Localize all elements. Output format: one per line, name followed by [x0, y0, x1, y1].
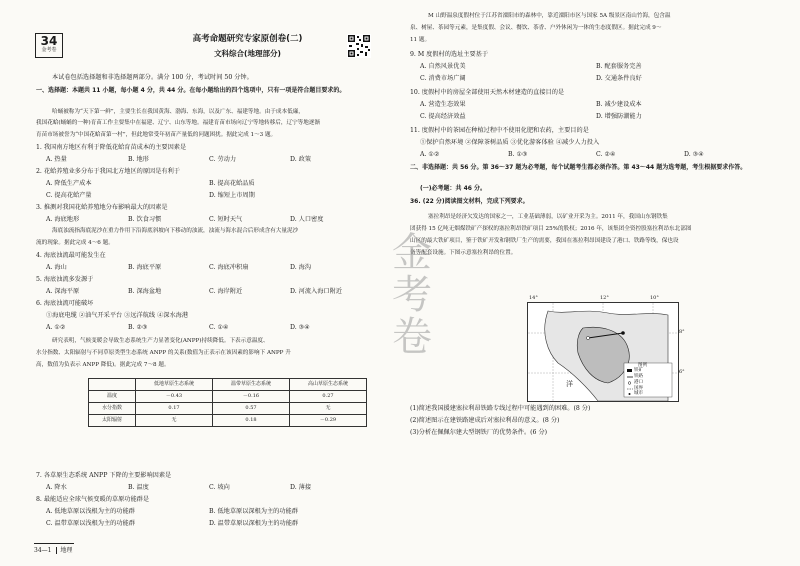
- option: A. ①②: [420, 151, 440, 158]
- option: B. 海底平原: [128, 264, 162, 271]
- option: C. 短时天气: [209, 216, 243, 223]
- option: B. 减少建设成本: [596, 101, 642, 108]
- option: D. 河流入海口附近: [290, 288, 342, 295]
- footer: [34, 548, 72, 554]
- footer-subject: 地理: [56, 547, 72, 554]
- map-legend-title: 图例: [638, 363, 647, 368]
- passage1-line: 我国花蛤(蛹蛹的一种)育苗工作主要集中在福建、辽宁、山东等地。福建育苗市场向辽宁等地转移后，辽宁等地逐渐: [36, 120, 321, 126]
- table-header-cell: [89, 379, 136, 391]
- passage1-line: 哈蛹被称为“天下第一鲜”，主要生长在我国黄海、渤海、东海，以及广东、福建等地。由于成本低廉，: [52, 109, 304, 115]
- option: D. 缩短上市周期: [209, 192, 255, 199]
- map-legend-item: 港口: [634, 380, 643, 385]
- question-stem: 6. 海底浊流可能破坏: [36, 300, 94, 307]
- option: D. 薄接: [290, 484, 312, 491]
- map-lon-label: 10°: [650, 295, 659, 301]
- option: B. 地形: [128, 156, 149, 163]
- option: A. 自然风景优美: [420, 63, 466, 70]
- option: B. 饮食习惯: [128, 216, 162, 223]
- table-cell: －0.29: [290, 415, 367, 427]
- map-lat-label: 6°: [679, 369, 685, 375]
- table-cell: 0.17: [136, 403, 213, 415]
- badge-sub: 金考卷: [41, 47, 57, 53]
- passage2-line: 海底浊流指海底泥沙在重力作用下沿海底斜坡向下移动的浊流，浊流与海水混合后形成含有大量泥沙: [52, 228, 299, 234]
- option: D. 海沟: [290, 264, 312, 271]
- option: C. 温带草原以浅根为主的功能群: [46, 520, 135, 527]
- passage5-line: 塞拉利昂是经济欠发达的国家之一，工业基础薄弱，以矿业开采为主。2011 年，我国山东钢铁集: [428, 214, 668, 220]
- sub-question: (2)简述图示在建铁路建成后对塞拉利昂的意义。(8 分): [410, 417, 560, 424]
- option: D. 温带草原以深根为主的功能群: [209, 520, 299, 527]
- passage4-line: 11 题。: [410, 37, 431, 43]
- table-cell: －0.43: [136, 391, 213, 403]
- option: D. ③④: [290, 324, 310, 331]
- question-stem: 10. 度假村中的房屋全部使用天然木材建造的直接目的是: [410, 89, 565, 96]
- option: B. 配套服务完善: [596, 63, 642, 70]
- question-stem: 5. 海底浊流多发源于: [36, 276, 94, 283]
- table-row: [89, 391, 367, 403]
- table-cell: 温度: [89, 391, 136, 403]
- sub-question: (3)分析在佩佩尔建大型钢铁厂的优势条件。(6 分): [410, 429, 548, 436]
- option: C. 提高经济效益: [420, 113, 466, 120]
- sub-question: (1)简述我国援建塞拉利昂铁路专线过程中可能遇到的困难。(8 分): [410, 405, 591, 412]
- table-row: [89, 415, 367, 427]
- table-cell: 水分指数: [89, 403, 136, 415]
- table-cell: 无: [136, 415, 213, 427]
- table-header-cell: 低地草原生态系统: [136, 379, 213, 391]
- option: B. ②③: [128, 324, 148, 331]
- map-graphic: [528, 303, 678, 401]
- question-stem: 11. 度假村中的茶园在种植过程中不使用化肥和农药，主要目的是: [410, 127, 589, 134]
- qr-code-icon: [347, 34, 371, 58]
- table-cell: 0.27: [290, 391, 367, 403]
- map-legend-item: 铁矿: [634, 368, 643, 373]
- option: C. 海岸附近: [209, 288, 243, 295]
- sierra-leone-map: [527, 295, 685, 402]
- footer-rule: [34, 543, 74, 544]
- option: B. ①③: [508, 151, 528, 158]
- passage5-line: 备等配套设施。下图示意塞拉利昂的位置。: [410, 250, 517, 256]
- question-stem: 3. 推测对我国花蛤养殖地分布影响最大的因素是: [36, 204, 168, 211]
- option: C. 海底冲积扇: [209, 264, 249, 271]
- question-stem: 8. 最能适应全球气候变暖的草原功能群是: [36, 496, 150, 503]
- table-header-cell: 温带草原生态系统: [213, 379, 290, 391]
- passage3-line: 研究表明，气候变暖会导致生态系统生产力显著变化(ANPP)持续降低。下表示意温度、: [52, 338, 269, 344]
- question-stem: 4. 海底浊流最可能发生在: [36, 252, 106, 259]
- sub-heading: (一)必考题：共 46 分。: [420, 185, 487, 192]
- map-lon-label: 12°: [600, 295, 609, 301]
- option: D. 交通条件良好: [596, 75, 642, 82]
- section2-heading: 二、非选择题：共 56 分。第 36～37 题为必考题，每个试题考生都必须作答。第 43～44 题为选考题，考生根据要求作答。: [410, 164, 747, 171]
- option: A. 海底地形: [46, 216, 80, 223]
- table-cell: 太阳辐射: [89, 415, 136, 427]
- map-ocean-label: 洋: [566, 380, 573, 388]
- exam-badge: [35, 33, 63, 58]
- option: B. 低地草原以深根为主的功能群: [209, 508, 298, 515]
- badge-number: 34: [40, 34, 58, 48]
- option: A. 低地草原以浅根为主的功能群: [46, 508, 135, 515]
- option: D. 政策: [290, 156, 312, 163]
- passage5-line: 山区的最大铁矿项目，鉴于铁矿开发和钢铁厂生产的需要，我国在塞拉利昂国建设了港口、铁路等线，保也设: [410, 238, 679, 244]
- question-stem: 9. M 度假村的选址主要基于: [410, 51, 489, 58]
- passage5-line: 团获得 15 亿吨无烟煤铁矿产探权的塞拉利昂铁矿项目 25%的股权；2016 年，该集团全资控股塞拉利昂东北部图: [410, 226, 692, 232]
- option: B. 温度: [128, 484, 149, 491]
- data-table: [88, 378, 367, 427]
- passage3-line: 高，数值为负表示 ANPP 降低)。据此完成 7～8 题。: [36, 362, 170, 368]
- option: A. 深海平原: [46, 288, 80, 295]
- passage1-line: 育苗市场被誉为“中国花蛤苗第一村”，但此地常受年初苗产量低的问题困扰。据此完成 1～3 题。: [36, 132, 277, 138]
- choice-line: ①保护自然环境 ②保障茶树品质 ③优化游客体验 ④减少人力投入: [420, 139, 600, 146]
- passage2-line: 流的现象。据此完成 4～6 题。: [36, 240, 114, 246]
- table-header-row: [89, 379, 367, 391]
- intro-text: 本试卷包括选择题和非选择题两部分。满分 100 分，考试时间 50 分钟。: [52, 74, 253, 81]
- section1-heading: 一、选择题：本题共 11 小题，每小题 4 分，共 44 分。在每小题给出的四个选项中，只有一项是符合题目要求的。: [36, 87, 346, 94]
- question-stem: 2. 花蛤养殖业多分布于我国北方地区的原因是有利于: [36, 168, 180, 175]
- watermark: 金考卷: [392, 230, 432, 360]
- option: A. 海山: [46, 264, 67, 271]
- option: C. ①④: [209, 324, 229, 331]
- option: A. 降水: [46, 484, 67, 491]
- option: B. 深海盆地: [128, 288, 162, 295]
- footer-page-number: 34—1: [34, 547, 52, 554]
- option: D. 增强防潮能力: [596, 113, 642, 120]
- option: A. 降低生产成本: [46, 180, 92, 187]
- paper-title: 高考命题研究专家原创卷(二): [192, 34, 303, 44]
- table-row: [89, 403, 367, 415]
- option: A. 热量: [46, 156, 67, 163]
- map-legend-item: 铁路: [634, 374, 643, 379]
- option: D. 人口密度: [290, 216, 324, 223]
- choice-line: ①海底电缆 ②油气开采平台 ③远洋航线 ④深水海港: [46, 312, 189, 319]
- map-lat-label: 8°: [679, 329, 685, 335]
- passage4-line: 泉、树屋、茶园等元素，是集度假、会议、餐饮、茶香、户外休闲为一体的生态度假区。据此完成 9～: [410, 25, 662, 31]
- option: C. 提高花蛤产量: [46, 192, 92, 199]
- question-36: 36. (22 分)阅读图文材料，完成下列要求。: [410, 198, 529, 205]
- map-legend-item: 国界: [634, 386, 643, 391]
- option: A. 营造生态效果: [420, 101, 466, 108]
- option: C. 消费市场广阔: [420, 75, 466, 82]
- option: C. ②④: [596, 151, 616, 158]
- table-cell: 无: [290, 403, 367, 415]
- option: D. ③④: [684, 151, 704, 158]
- question-stem: 1. 我国南方地区有利于降低花蛤育苗成本的主要因素是: [36, 144, 187, 151]
- table-header-cell: 高山草原生态系统: [290, 379, 367, 391]
- paper-subtitle: 文科综合(地理部分): [214, 49, 281, 58]
- map-legend-item: 城市: [634, 391, 643, 396]
- table-cell: －0.16: [213, 391, 290, 403]
- option: C. 劳动力: [209, 156, 237, 163]
- question-stem: 7. 各草原生态系统 ANPP 下降的主要影响因素是: [36, 472, 172, 479]
- table-cell: 0.57: [213, 403, 290, 415]
- option: A. ①②: [46, 324, 66, 331]
- table-cell: 0.18: [213, 415, 290, 427]
- passage4-line: M 山野温泉度假村位于江苏省溧阳市的森林中，靠近溧阳市区与国家 5A 级景区南山竹海，包含温: [428, 13, 671, 19]
- option: B. 提高花蛤品质: [209, 180, 255, 187]
- passage3-line: 水分指数、太阳辐射与不同草原类型生态系统 ANPP 的关系(数值为正表示在该因素的影响下 ANPP 升: [36, 350, 291, 356]
- map-lon-label: 14°: [529, 295, 538, 301]
- option: C. 坡向: [209, 484, 230, 491]
